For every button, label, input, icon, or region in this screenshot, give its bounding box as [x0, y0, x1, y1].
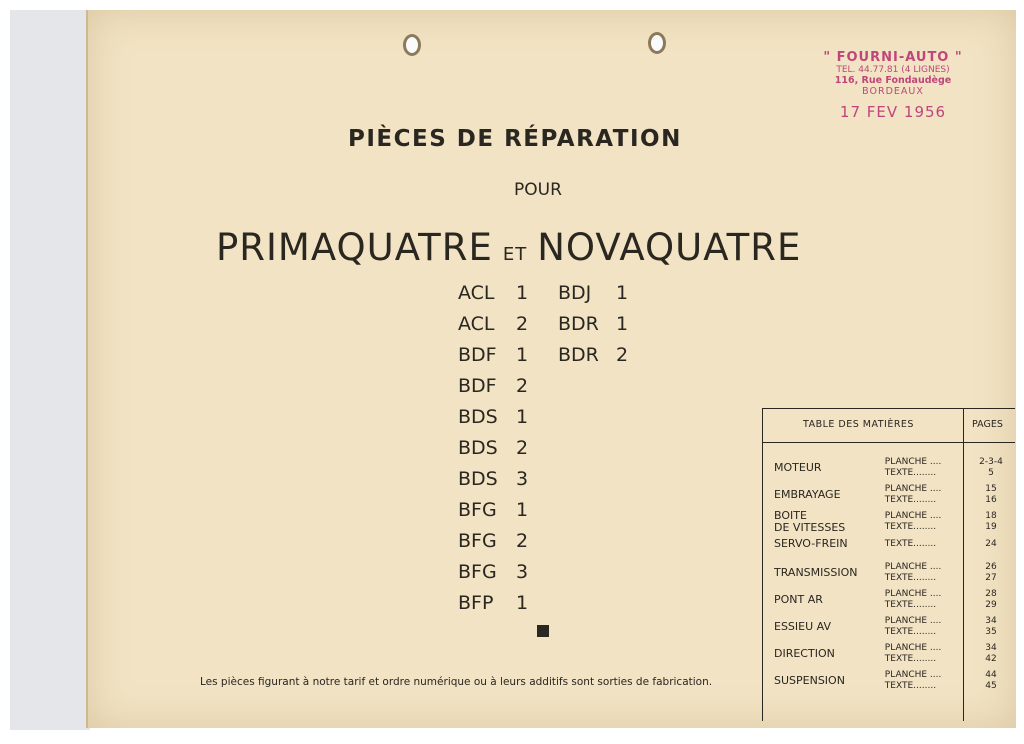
binder-hole-right	[648, 32, 666, 54]
type-row	[458, 282, 528, 304]
table-of-contents	[762, 408, 1015, 721]
toc-entry-label: TEXTE........	[883, 573, 937, 583]
toc-entry-pages: 45	[985, 681, 997, 691]
toc-section-name: TRANSMISSION	[774, 566, 858, 579]
toc-entry-label: PLANCHE ....	[883, 589, 942, 599]
toc-section-name: SUSPENSION	[774, 674, 845, 687]
toc-entry-label: PLANCHE ....	[883, 457, 942, 467]
toc-header-divider	[763, 442, 1015, 443]
toc-section-name: DIRECTION	[774, 647, 835, 660]
toc-entry-pages: 34	[985, 643, 997, 653]
toc-column-divider	[963, 409, 964, 721]
scanner-backing	[10, 10, 90, 730]
toc-entry-label: TEXTE........	[883, 495, 937, 505]
type-row	[458, 468, 528, 490]
toc-entry-pages: 28	[985, 589, 997, 599]
right-type-number: 1	[616, 282, 629, 304]
toc-entry-label: PLANCHE ....	[883, 511, 942, 521]
toc-entry-pages: 15	[985, 484, 997, 494]
left-type-number: 1	[516, 499, 529, 521]
left-type-code: BFG	[458, 530, 497, 552]
stamp-phone: TEL. 44.77.81 (4 LIGNES)	[836, 65, 950, 75]
type-row	[458, 344, 528, 366]
type-row	[458, 592, 528, 614]
toc-entry-label: TEXTE........	[883, 522, 937, 532]
footer-note: Les pièces figurant à notre tarif et ordre numérique ou à leurs additifs sont sorties de fabrication.	[200, 676, 713, 688]
toc-entry-label: PLANCHE ....	[883, 643, 942, 653]
model-novaquatre: NOVAQUATRE	[537, 226, 802, 269]
type-row	[458, 499, 528, 521]
type-row	[458, 437, 528, 459]
left-type-number: 2	[516, 530, 529, 552]
binder-hole-left	[403, 34, 421, 56]
left-type-number: 2	[516, 375, 529, 397]
toc-entry-label: TEXTE........	[883, 468, 937, 478]
left-type-code: BDF	[458, 375, 497, 397]
toc-entry-pages: 24	[985, 539, 997, 549]
toc-section-name: BOITE DE VITESSES	[774, 509, 846, 534]
left-type-code: BFG	[458, 561, 497, 583]
page-subtitle: POUR	[514, 180, 562, 200]
toc-section-name: EMBRAYAGE	[774, 488, 841, 501]
toc-entry-pages: 27	[985, 573, 997, 583]
type-row	[458, 375, 528, 397]
toc-header-pages: PAGES	[972, 419, 1003, 430]
toc-entry-pages: 35	[985, 627, 997, 637]
toc-entry-label: TEXTE........	[883, 539, 937, 549]
toc-section-name: SERVO-FREIN	[774, 537, 848, 550]
type-row	[558, 344, 628, 366]
right-type-number: 1	[616, 313, 629, 335]
dealer-stamp	[818, 50, 968, 121]
right-type-code: BDJ	[558, 282, 592, 304]
type-row	[458, 406, 528, 428]
left-type-number: 1	[516, 592, 529, 614]
type-row	[558, 313, 628, 335]
toc-header-title: TABLE DES MATIÈRES	[803, 419, 914, 430]
toc-section-name: PONT AR	[774, 593, 823, 606]
toc-entry-pages: 18	[985, 511, 997, 521]
toc-entry-pages: 19	[985, 522, 997, 532]
type-row	[458, 530, 528, 552]
type-row	[458, 561, 528, 583]
left-type-code: BFP	[458, 592, 494, 614]
toc-section-name: ESSIEU AV	[774, 620, 832, 633]
left-type-number: 2	[516, 437, 529, 459]
toc-entry-label: TEXTE........	[883, 600, 937, 610]
end-marker-square	[537, 625, 549, 637]
toc-entry-label: PLANCHE ....	[883, 616, 942, 626]
stamp-date: 17 FEV 1956	[839, 103, 947, 121]
left-type-code: BDS	[458, 406, 498, 428]
left-type-number: 3	[516, 561, 529, 583]
toc-entry-label: PLANCHE ....	[883, 562, 942, 572]
toc-section-name: MOTEUR	[774, 461, 822, 474]
type-row	[558, 282, 628, 304]
left-type-code: BDF	[458, 344, 497, 366]
stamp-city: BORDEAUX	[862, 86, 924, 97]
toc-entry-pages: 29	[985, 600, 997, 610]
left-type-code: BDS	[458, 468, 498, 490]
toc-entry-label: PLANCHE ....	[883, 484, 942, 494]
model-conjunction: ET	[502, 244, 528, 265]
toc-entry-pages: 5	[988, 468, 994, 478]
left-type-code: BFG	[458, 499, 497, 521]
right-type-number: 2	[616, 344, 629, 366]
type-row	[458, 313, 528, 335]
toc-entry-pages: 26	[985, 562, 997, 572]
right-type-code: BDR	[558, 344, 599, 366]
toc-entry-pages: 44	[985, 670, 997, 680]
toc-entry-pages: 16	[985, 495, 997, 505]
right-type-code: BDR	[558, 313, 599, 335]
page-title: PIÈCES DE RÉPARATION	[348, 126, 682, 152]
model-names	[216, 226, 801, 269]
left-type-number: 1	[516, 344, 529, 366]
toc-entry-label: PLANCHE ....	[883, 670, 942, 680]
left-type-number: 2	[516, 313, 529, 335]
toc-entry-pages: 34	[985, 616, 997, 626]
left-type-code: ACL	[458, 282, 495, 304]
left-type-number: 1	[516, 406, 529, 428]
toc-entry-label: TEXTE........	[883, 681, 937, 691]
left-type-number: 1	[516, 282, 529, 304]
stamp-address: 116, Rue Fondaudège	[834, 75, 952, 86]
toc-entry-pages: 2-3-4	[979, 457, 1003, 467]
left-type-number: 3	[516, 468, 529, 490]
toc-entry-pages: 42	[985, 654, 997, 664]
toc-entry-label: TEXTE........	[883, 654, 937, 664]
left-type-code: BDS	[458, 437, 498, 459]
stamp-company: " FOURNI-AUTO "	[823, 50, 963, 65]
model-primaquatre: PRIMAQUATRE	[216, 226, 493, 269]
left-type-code: ACL	[458, 313, 495, 335]
toc-entry-label: TEXTE........	[883, 627, 937, 637]
